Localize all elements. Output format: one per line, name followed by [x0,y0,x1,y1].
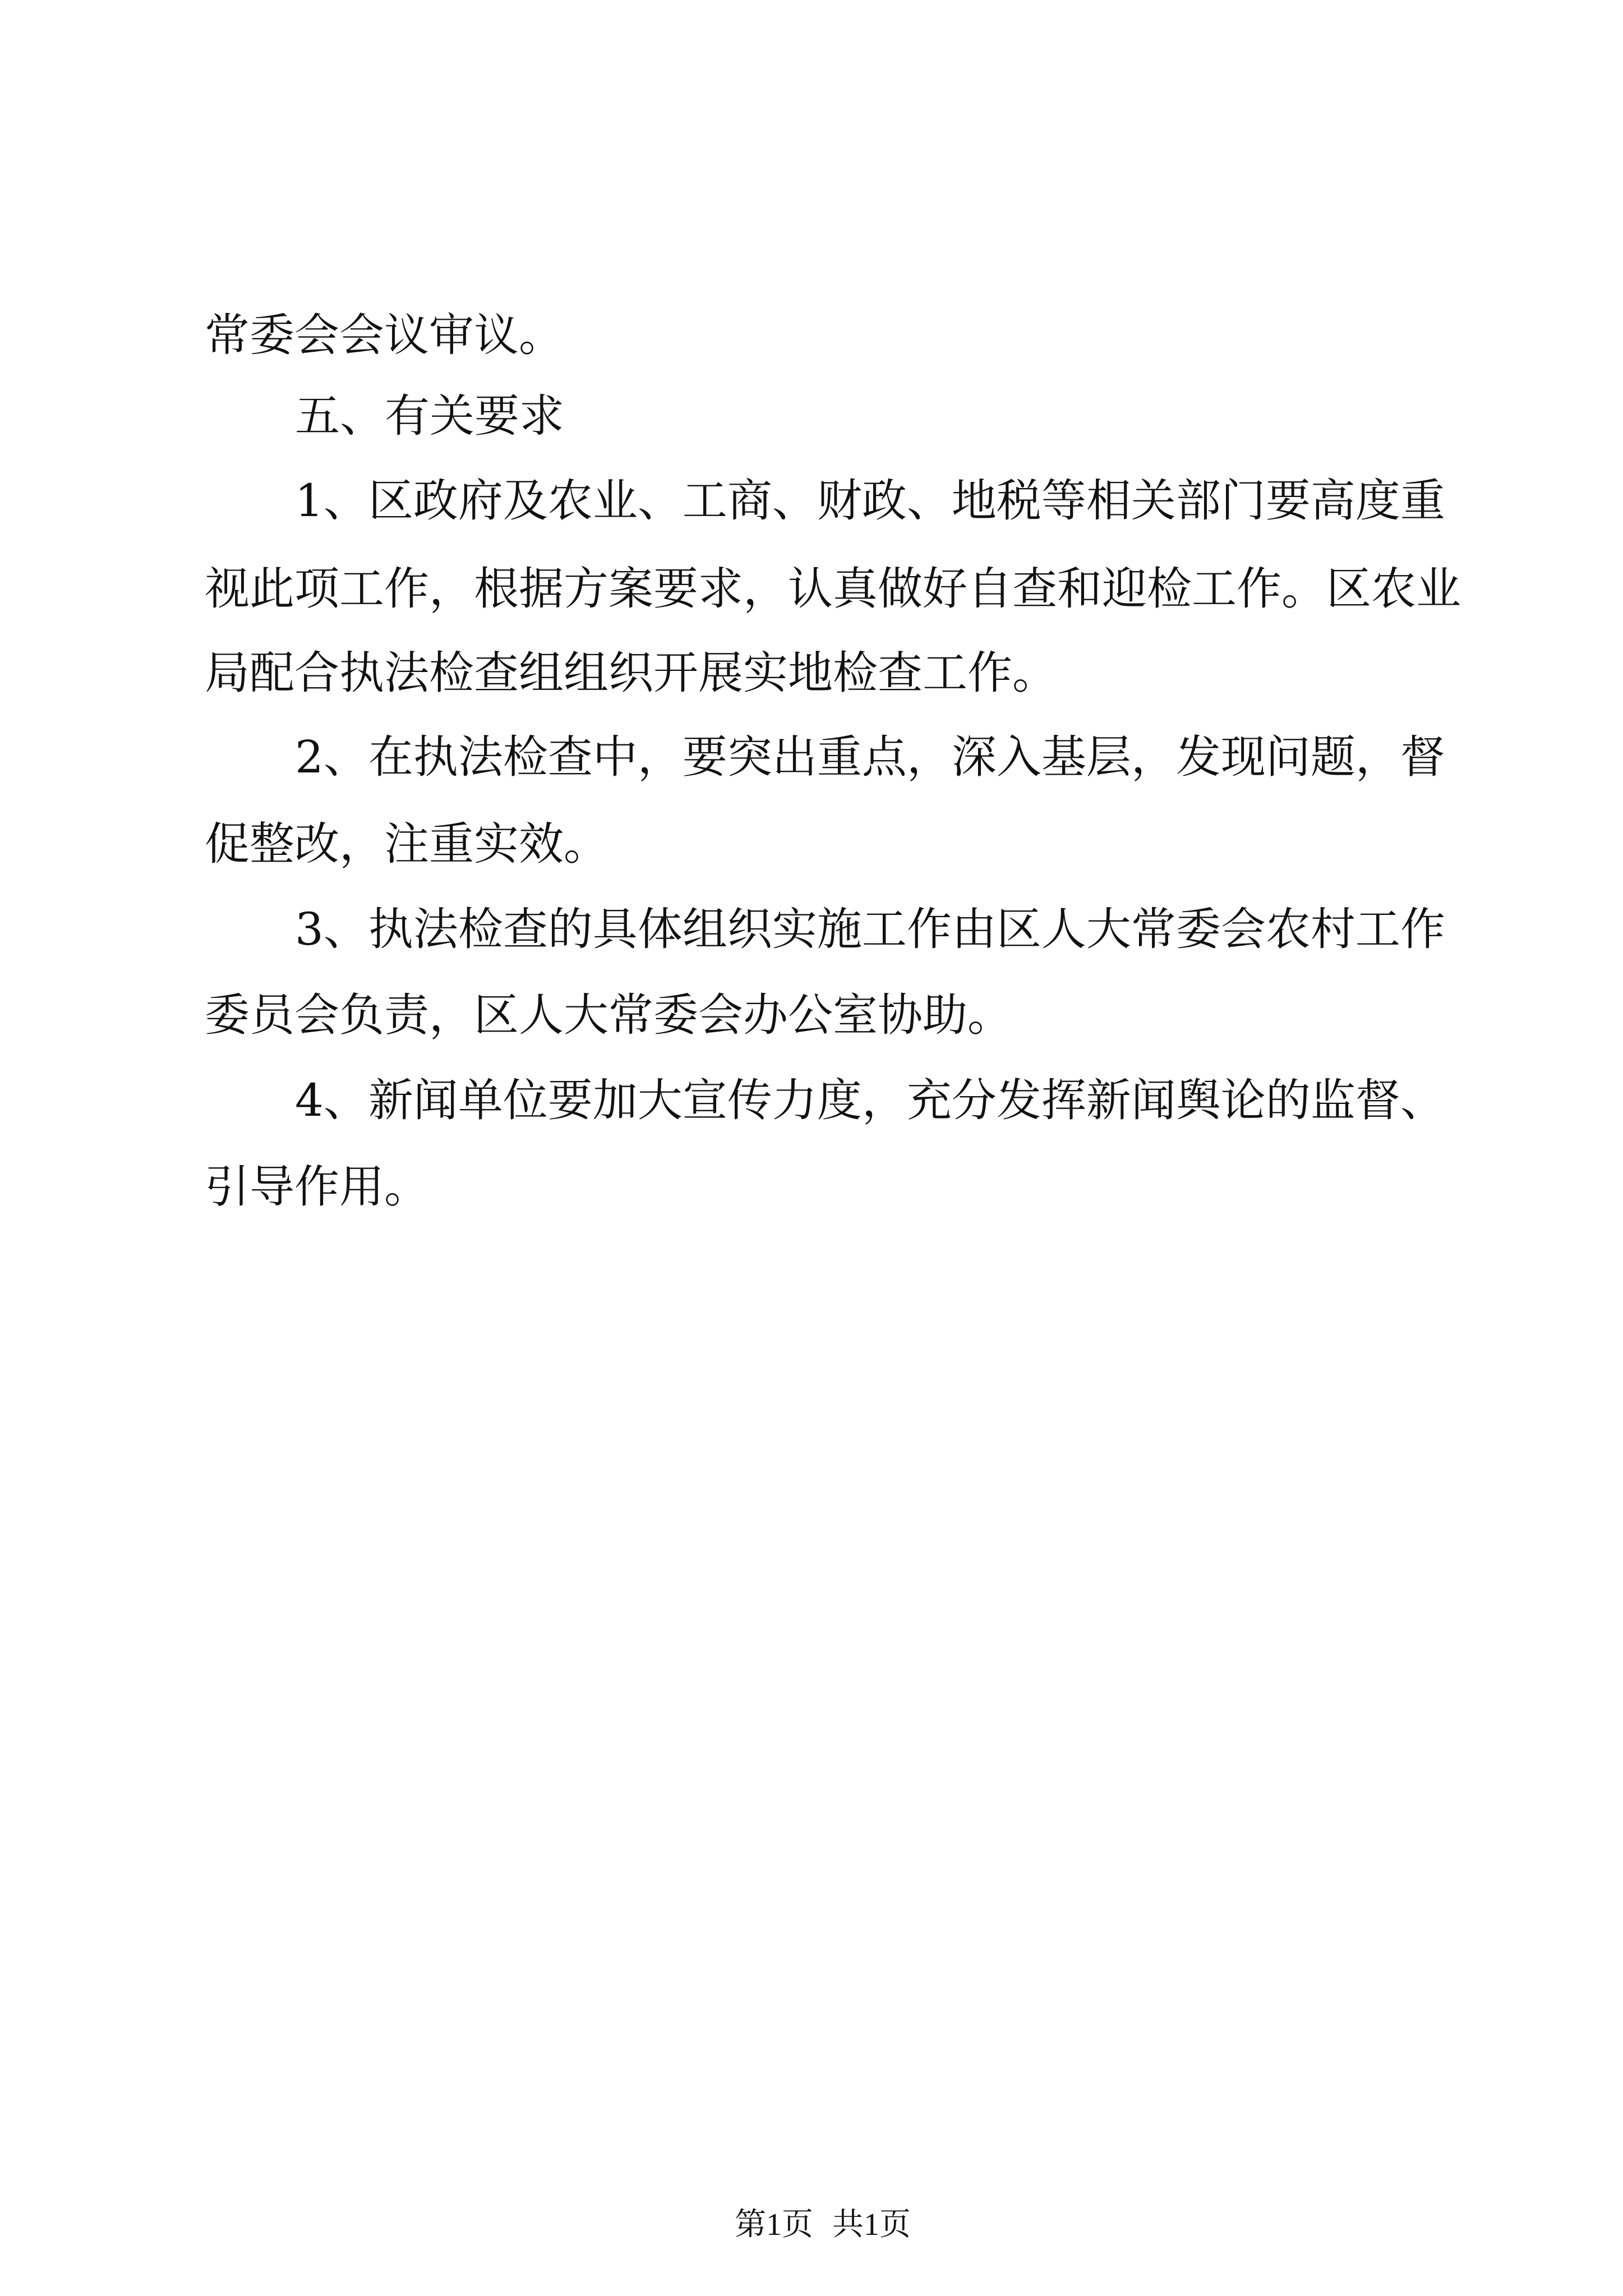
text-line-1: 常委会会议审议。 [205,309,564,361]
text-line-5: 局配合执法检查组组织开展实地检查工作。 [205,647,1057,699]
text-line-3: 1、区政府及农业、工商、财政、地税等相关部门要高度重 [295,475,1445,527]
text-line-10: 4、新闻单位要加大宣传力度，充分发挥新闻舆论的监督、 [295,1074,1445,1126]
total-pages-label: 共1页 [832,2207,911,2242]
text-line-8: 3、执法检查的具体组织实施工作由区人大常委会农村工作 [295,903,1445,955]
current-page-label: 第1页 [735,2207,813,2242]
text-line-6: 2、在执法检查中，要突出重点，深入基层，发现问题，督 [295,731,1445,783]
text-line-7: 促整改，注重实效。 [205,818,608,870]
section-heading: 五、有关要求 [295,390,564,442]
text-line-11: 引导作用。 [205,1161,429,1213]
text-line-4: 视此项工作，根据方案要求，认真做好自查和迎检工作。区农业 [205,563,1461,615]
text-line-9: 委员会负责，区人大常委会办公室协助。 [205,989,1012,1041]
page-footer [735,2209,911,2240]
